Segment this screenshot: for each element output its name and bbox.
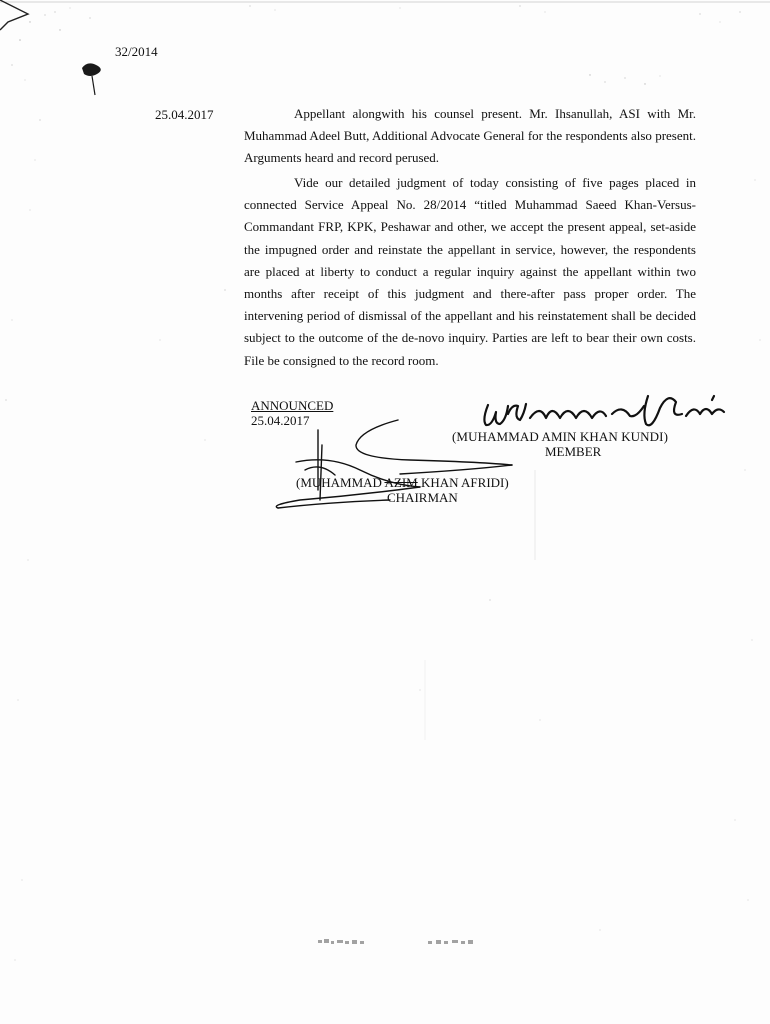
chairman-name-part-3: KHAN AFRIDI)	[417, 475, 509, 490]
member-title: MEMBER	[545, 444, 602, 459]
case-number: 32/2014	[115, 44, 158, 59]
order-paragraph-1-text: Appellant alongwith his counsel present. Mr. Ihsanullah, ASI with Mr. Muhammad Adeel Butt, Additional Advocate General for the respondents also present. Arguments heard and record perused.	[244, 106, 696, 166]
chairman-name-part-1: (MUHAMMAD	[296, 475, 385, 490]
chairman-title: CHAIRMAN	[387, 490, 458, 505]
member-name: (MUHAMMAD AMIN KHAN KUNDI)	[452, 429, 669, 444]
order-date: 25.04.2017	[155, 107, 214, 122]
announced-label: ANNOUNCED	[251, 398, 334, 413]
order-paragraph-2	[244, 172, 696, 372]
chairman-name-part-2: AZIM	[384, 475, 418, 490]
order-paragraph-1	[244, 103, 696, 170]
chairman-name	[296, 475, 509, 491]
order-paragraph-2-text: Vide our detailed judgment of today consisting of five pages placed in connected Service Appeal No. 28/2014 “titled Muhammad Saeed Khan-Versus-Commandant FRP, KPK, Peshawar and other, we accept the present appeal, set-aside the impugned order and reinstate the appellant in service, however, the respondents are placed at liberty to conduct a regular inquiry against the appellant within two months after receipt of this judgment and there-after pass proper order. The intervening period of dismissal of the appellant and his reinstatement shall be decided subject to the outcome of the de-novo inquiry. Parties are left to bear their own costs. File be consigned to the record room.	[244, 175, 696, 368]
announced-date: 25.04.2017	[251, 413, 310, 428]
